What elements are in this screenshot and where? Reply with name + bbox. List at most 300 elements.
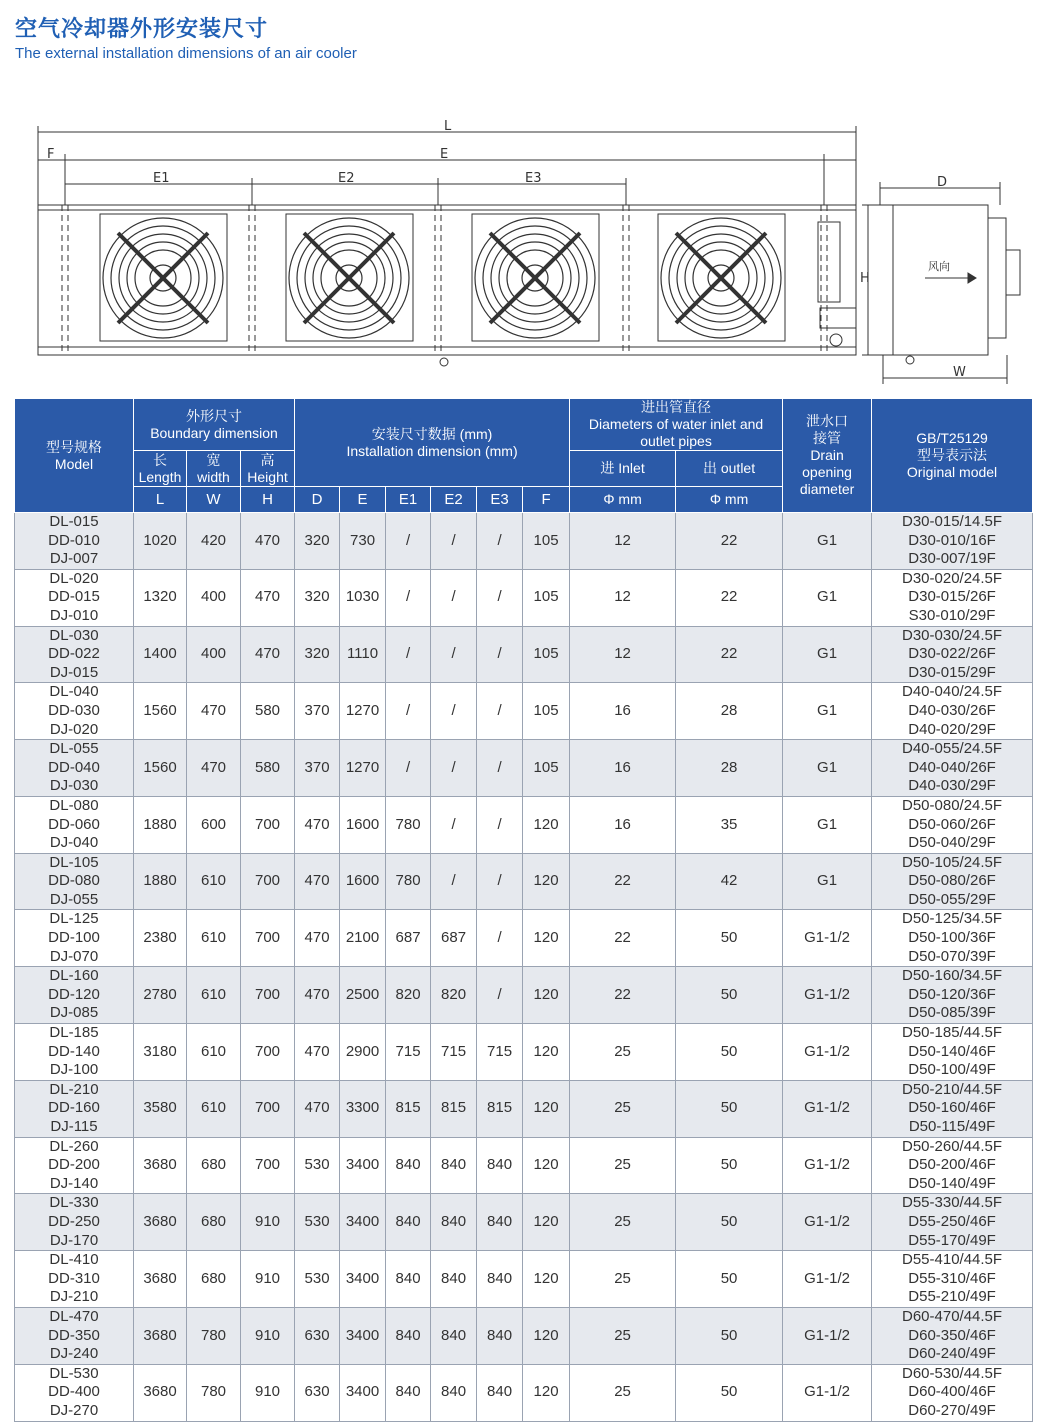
cell-e1: / bbox=[386, 513, 431, 570]
cell-e2: / bbox=[431, 796, 477, 853]
cell-inlet: 25 bbox=[570, 1137, 676, 1194]
model-dd: DD-022 bbox=[48, 645, 100, 663]
cell-drain: G1-1/2 bbox=[783, 1080, 872, 1137]
cell-model bbox=[15, 1080, 134, 1137]
original-model-3: D55-170/49F bbox=[908, 1231, 996, 1249]
cell-e2: 715 bbox=[431, 1024, 477, 1081]
cell-d: 530 bbox=[295, 1251, 340, 1308]
cell-e: 1270 bbox=[340, 683, 386, 740]
cell-e: 2100 bbox=[340, 910, 386, 967]
cell-w: 470 bbox=[187, 683, 241, 740]
cell-e2: 840 bbox=[431, 1251, 477, 1308]
original-model-2: D60-350/46F bbox=[908, 1326, 996, 1344]
model-dl: DL-030 bbox=[49, 626, 99, 644]
table-row bbox=[15, 1080, 1033, 1137]
table-row bbox=[15, 1307, 1033, 1364]
cell-outlet: 50 bbox=[676, 1251, 783, 1308]
cell-e: 2900 bbox=[340, 1024, 386, 1081]
cell-e1: 840 bbox=[386, 1251, 431, 1308]
cell-d: 370 bbox=[295, 683, 340, 740]
original-model-1: D55-330/44.5F bbox=[902, 1194, 1003, 1212]
cell-model bbox=[15, 1307, 134, 1364]
cell-f: 120 bbox=[523, 1194, 570, 1251]
original-model-3: D50-140/49F bbox=[908, 1174, 996, 1192]
dim-E2-label: E2 bbox=[338, 171, 355, 186]
original-model-1: D50-105/24.5F bbox=[902, 853, 1003, 871]
cell-original-model bbox=[872, 1024, 1033, 1081]
header-E3: E3 bbox=[477, 487, 523, 513]
cell-f: 120 bbox=[523, 910, 570, 967]
cell-f: 105 bbox=[523, 569, 570, 626]
original-model-1: D50-080/24.5F bbox=[902, 796, 1003, 814]
original-model-3: D40-020/29F bbox=[908, 720, 996, 738]
table-row bbox=[15, 1137, 1033, 1194]
model-dj: DJ-007 bbox=[49, 550, 99, 568]
original-model-3: D55-210/49F bbox=[908, 1288, 996, 1306]
cell-outlet: 42 bbox=[676, 853, 783, 910]
cell-drain: G1-1/2 bbox=[783, 1307, 872, 1364]
original-model-3: D50-085/39F bbox=[908, 1004, 996, 1022]
cell-outlet: 28 bbox=[676, 740, 783, 797]
original-model-1: D50-260/44.5F bbox=[902, 1137, 1003, 1155]
model-dd: DD-030 bbox=[48, 701, 100, 719]
cell-drain: G1 bbox=[783, 740, 872, 797]
table-row bbox=[15, 1364, 1033, 1421]
cell-model bbox=[15, 796, 134, 853]
cell-drain: G1-1/2 bbox=[783, 1024, 872, 1081]
cell-inlet: 16 bbox=[570, 740, 676, 797]
cell-model bbox=[15, 910, 134, 967]
cell-e1: 820 bbox=[386, 967, 431, 1024]
cell-h: 700 bbox=[241, 853, 295, 910]
cell-original-model bbox=[872, 683, 1033, 740]
original-model-1: D40-055/24.5F bbox=[902, 740, 1003, 758]
cell-e3: / bbox=[477, 910, 523, 967]
original-model-1: D30-030/24.5F bbox=[902, 626, 1003, 644]
cell-drain: G1-1/2 bbox=[783, 910, 872, 967]
cell-outlet: 28 bbox=[676, 683, 783, 740]
cell-d: 470 bbox=[295, 853, 340, 910]
cell-drain: G1 bbox=[783, 626, 872, 683]
cell-model bbox=[15, 740, 134, 797]
table-row bbox=[15, 740, 1033, 797]
cell-inlet: 12 bbox=[570, 626, 676, 683]
model-dd: DD-140 bbox=[48, 1042, 100, 1060]
model-dj: DJ-140 bbox=[49, 1174, 99, 1192]
original-model-2: D30-015/26F bbox=[908, 588, 996, 606]
cell-d: 470 bbox=[295, 1080, 340, 1137]
cell-original-model bbox=[872, 1080, 1033, 1137]
cell-e: 2500 bbox=[340, 967, 386, 1024]
cell-drain: G1-1/2 bbox=[783, 967, 872, 1024]
cell-e2: 687 bbox=[431, 910, 477, 967]
model-dd: DD-080 bbox=[48, 872, 100, 890]
cell-f: 120 bbox=[523, 1137, 570, 1194]
cell-w: 420 bbox=[187, 513, 241, 570]
header-boundary: 外形尺寸 Boundary dimension bbox=[134, 399, 295, 451]
original-model-3: D40-030/29F bbox=[908, 777, 996, 795]
cell-model bbox=[15, 1137, 134, 1194]
model-dd: DD-040 bbox=[48, 758, 100, 776]
cell-inlet: 12 bbox=[570, 569, 676, 626]
cell-outlet: 50 bbox=[676, 1307, 783, 1364]
model-dd: DD-200 bbox=[48, 1156, 100, 1174]
cell-d: 530 bbox=[295, 1194, 340, 1251]
cell-h: 700 bbox=[241, 1024, 295, 1081]
dim-H-label: H bbox=[860, 271, 870, 286]
cell-inlet: 25 bbox=[570, 1080, 676, 1137]
original-model-2: D50-160/46F bbox=[908, 1099, 996, 1117]
cell-outlet: 50 bbox=[676, 1194, 783, 1251]
cell-h: 700 bbox=[241, 796, 295, 853]
model-dj: DJ-240 bbox=[49, 1345, 99, 1363]
cell-w: 470 bbox=[187, 740, 241, 797]
model-dl: DL-530 bbox=[49, 1364, 99, 1382]
header-height: 高 Height bbox=[241, 451, 295, 487]
page-title-en: The external installation dimensions of an air cooler bbox=[15, 45, 357, 62]
header-H: H bbox=[241, 487, 295, 513]
cell-w: 610 bbox=[187, 853, 241, 910]
original-model-3: D60-240/49F bbox=[908, 1345, 996, 1363]
cell-original-model bbox=[872, 1194, 1033, 1251]
model-dj: DJ-020 bbox=[49, 720, 99, 738]
cell-outlet: 50 bbox=[676, 910, 783, 967]
cell-original-model bbox=[872, 967, 1033, 1024]
cell-original-model bbox=[872, 1307, 1033, 1364]
cell-d: 630 bbox=[295, 1307, 340, 1364]
cell-d: 370 bbox=[295, 740, 340, 797]
model-dd: DD-250 bbox=[48, 1212, 100, 1230]
cell-l: 1020 bbox=[134, 513, 187, 570]
original-model-3: D30-007/19F bbox=[908, 550, 996, 568]
cell-inlet: 25 bbox=[570, 1194, 676, 1251]
cell-e2: 840 bbox=[431, 1307, 477, 1364]
header-F: F bbox=[523, 487, 570, 513]
cell-f: 105 bbox=[523, 513, 570, 570]
model-dj: DJ-270 bbox=[49, 1401, 99, 1419]
original-model-1: D50-210/44.5F bbox=[902, 1080, 1003, 1098]
cell-drain: G1-1/2 bbox=[783, 1137, 872, 1194]
model-dl: DL-125 bbox=[49, 910, 99, 928]
header-W: W bbox=[187, 487, 241, 513]
cell-l: 1880 bbox=[134, 796, 187, 853]
cell-f: 120 bbox=[523, 1024, 570, 1081]
cell-model bbox=[15, 683, 134, 740]
original-model-2: D60-400/46F bbox=[908, 1383, 996, 1401]
model-dl: DL-020 bbox=[49, 569, 99, 587]
model-dl: DL-260 bbox=[49, 1137, 99, 1155]
cell-l: 1880 bbox=[134, 853, 187, 910]
cell-outlet: 50 bbox=[676, 1364, 783, 1421]
cell-e: 1600 bbox=[340, 796, 386, 853]
cell-model bbox=[15, 1251, 134, 1308]
cell-e3: 840 bbox=[477, 1194, 523, 1251]
header-outlet: 出 outlet bbox=[676, 451, 783, 487]
cell-h: 470 bbox=[241, 626, 295, 683]
cell-drain: G1 bbox=[783, 513, 872, 570]
model-dl: DL-015 bbox=[49, 513, 99, 530]
table-row bbox=[15, 796, 1033, 853]
model-dd: DD-310 bbox=[48, 1269, 100, 1287]
cell-f: 120 bbox=[523, 1364, 570, 1421]
cell-h: 910 bbox=[241, 1364, 295, 1421]
model-dj: DJ-055 bbox=[49, 890, 99, 908]
cell-e3: / bbox=[477, 626, 523, 683]
original-model-3: D50-055/29F bbox=[908, 890, 996, 908]
cell-w: 780 bbox=[187, 1364, 241, 1421]
original-model-2: D55-310/46F bbox=[908, 1269, 996, 1287]
cell-e3: / bbox=[477, 513, 523, 570]
cell-f: 120 bbox=[523, 967, 570, 1024]
model-dj: DJ-040 bbox=[49, 834, 99, 852]
original-model-1: D50-160/34.5F bbox=[902, 967, 1003, 985]
cell-d: 630 bbox=[295, 1364, 340, 1421]
original-model-1: D40-040/24.5F bbox=[902, 683, 1003, 701]
header-pipes: 进出管直径 Diameters of water inlet and outlet pipes bbox=[570, 399, 783, 451]
cell-drain: G1 bbox=[783, 853, 872, 910]
model-dl: DL-160 bbox=[49, 967, 99, 985]
cell-model bbox=[15, 967, 134, 1024]
cell-original-model bbox=[872, 1137, 1033, 1194]
cell-inlet: 16 bbox=[570, 796, 676, 853]
cell-e1: / bbox=[386, 569, 431, 626]
model-dl: DL-185 bbox=[49, 1024, 99, 1042]
header-inlet: 进 Inlet bbox=[570, 451, 676, 487]
model-dj: DJ-170 bbox=[49, 1231, 99, 1249]
table-row bbox=[15, 569, 1033, 626]
model-dd: DD-120 bbox=[48, 985, 100, 1003]
original-model-2: D30-010/16F bbox=[908, 531, 996, 549]
cell-e1: 840 bbox=[386, 1194, 431, 1251]
cell-e3: 840 bbox=[477, 1364, 523, 1421]
model-dj: DJ-015 bbox=[49, 663, 99, 681]
cell-e3: / bbox=[477, 853, 523, 910]
cell-e3: / bbox=[477, 967, 523, 1024]
table-row bbox=[15, 853, 1033, 910]
cell-e: 730 bbox=[340, 513, 386, 570]
model-dl: DL-105 bbox=[49, 853, 99, 871]
cell-d: 470 bbox=[295, 910, 340, 967]
model-dl: DL-080 bbox=[49, 796, 99, 814]
table-row bbox=[15, 1194, 1033, 1251]
cell-f: 120 bbox=[523, 853, 570, 910]
fan-2-icon bbox=[289, 218, 409, 338]
header-original-model: GB/T25129 型号表示法 Original model bbox=[872, 399, 1033, 513]
cell-e: 3400 bbox=[340, 1307, 386, 1364]
cell-e3: 840 bbox=[477, 1251, 523, 1308]
cell-e1: / bbox=[386, 626, 431, 683]
cell-f: 120 bbox=[523, 1251, 570, 1308]
cell-h: 700 bbox=[241, 910, 295, 967]
model-dj: DJ-070 bbox=[49, 947, 99, 965]
original-model-2: D50-140/46F bbox=[908, 1042, 996, 1060]
cell-drain: G1 bbox=[783, 569, 872, 626]
cell-outlet: 50 bbox=[676, 967, 783, 1024]
model-dl: DL-470 bbox=[49, 1307, 99, 1325]
cell-h: 910 bbox=[241, 1194, 295, 1251]
fan-1-icon bbox=[103, 218, 223, 338]
page-title-cn: 空气冷却器外形安装尺寸 bbox=[15, 17, 269, 42]
cell-original-model bbox=[872, 796, 1033, 853]
cell-f: 105 bbox=[523, 740, 570, 797]
cell-h: 700 bbox=[241, 967, 295, 1024]
cell-w: 400 bbox=[187, 626, 241, 683]
cell-h: 910 bbox=[241, 1307, 295, 1364]
cell-l: 3680 bbox=[134, 1364, 187, 1421]
dim-D-label: D bbox=[937, 175, 948, 190]
table-row bbox=[15, 513, 1033, 570]
cell-original-model bbox=[872, 626, 1033, 683]
cell-inlet: 25 bbox=[570, 1364, 676, 1421]
cell-e1: 840 bbox=[386, 1137, 431, 1194]
cell-drain: G1 bbox=[783, 683, 872, 740]
table-row bbox=[15, 683, 1033, 740]
model-dd: DD-060 bbox=[48, 815, 100, 833]
dim-F-label: F bbox=[47, 147, 55, 162]
model-dd: DD-015 bbox=[48, 588, 100, 606]
cell-f: 120 bbox=[523, 796, 570, 853]
header-length: 长 Length bbox=[134, 451, 187, 487]
cell-l: 3680 bbox=[134, 1194, 187, 1251]
original-model-1: D60-470/44.5F bbox=[902, 1307, 1003, 1325]
original-model-3: D60-270/49F bbox=[908, 1401, 996, 1419]
original-model-2: D40-040/26F bbox=[908, 758, 996, 776]
original-model-2: D50-080/26F bbox=[908, 872, 996, 890]
cell-e: 1030 bbox=[340, 569, 386, 626]
cell-e2: / bbox=[431, 513, 477, 570]
cell-d: 530 bbox=[295, 1137, 340, 1194]
header-D: D bbox=[295, 487, 340, 513]
original-model-2: D50-120/36F bbox=[908, 985, 996, 1003]
cell-outlet: 50 bbox=[676, 1137, 783, 1194]
cell-l: 2380 bbox=[134, 910, 187, 967]
cell-e2: 840 bbox=[431, 1137, 477, 1194]
cell-w: 400 bbox=[187, 569, 241, 626]
cell-drain: G1 bbox=[783, 796, 872, 853]
header-outlet-unit: Φ mm bbox=[676, 487, 783, 513]
cell-original-model bbox=[872, 853, 1033, 910]
cell-model bbox=[15, 853, 134, 910]
original-model-2: D50-200/46F bbox=[908, 1156, 996, 1174]
cell-model bbox=[15, 626, 134, 683]
wind-direction-label: 风向 bbox=[928, 260, 950, 273]
cell-w: 780 bbox=[187, 1307, 241, 1364]
cell-l: 1320 bbox=[134, 569, 187, 626]
dim-E-label: E bbox=[440, 147, 449, 162]
cell-w: 680 bbox=[187, 1194, 241, 1251]
cell-l: 1400 bbox=[134, 626, 187, 683]
cell-f: 105 bbox=[523, 683, 570, 740]
cell-h: 580 bbox=[241, 683, 295, 740]
dim-W-label: W bbox=[953, 365, 966, 380]
cell-e: 3400 bbox=[340, 1194, 386, 1251]
cell-e1: 780 bbox=[386, 796, 431, 853]
cell-e1: 780 bbox=[386, 853, 431, 910]
cell-d: 470 bbox=[295, 967, 340, 1024]
original-model-1: D30-020/24.5F bbox=[902, 569, 1003, 587]
cell-h: 470 bbox=[241, 569, 295, 626]
cell-e1: / bbox=[386, 740, 431, 797]
cell-e2: 820 bbox=[431, 967, 477, 1024]
cell-e2: / bbox=[431, 740, 477, 797]
table-row bbox=[15, 1251, 1033, 1308]
table-row bbox=[15, 1024, 1033, 1081]
model-dd: DD-010 bbox=[48, 531, 100, 549]
cell-e1: 715 bbox=[386, 1024, 431, 1081]
cell-f: 120 bbox=[523, 1307, 570, 1364]
cell-drain: G1-1/2 bbox=[783, 1364, 872, 1421]
cell-model bbox=[15, 1194, 134, 1251]
header-inlet-unit: Φ mm bbox=[570, 487, 676, 513]
cell-e3: / bbox=[477, 569, 523, 626]
dim-L-label: L bbox=[444, 119, 452, 134]
original-model-1: D30-015/14.5F bbox=[902, 513, 1003, 530]
cell-e3: / bbox=[477, 740, 523, 797]
cell-e1: 815 bbox=[386, 1080, 431, 1137]
cell-l: 1560 bbox=[134, 683, 187, 740]
cell-e3: / bbox=[477, 796, 523, 853]
header-L: L bbox=[134, 487, 187, 513]
cell-w: 680 bbox=[187, 1251, 241, 1308]
model-dj: DJ-010 bbox=[49, 606, 99, 624]
cell-inlet: 22 bbox=[570, 967, 676, 1024]
cell-e: 1110 bbox=[340, 626, 386, 683]
cell-original-model bbox=[872, 1251, 1033, 1308]
original-model-2: D55-250/46F bbox=[908, 1212, 996, 1230]
cell-e3: 840 bbox=[477, 1137, 523, 1194]
cell-e3: / bbox=[477, 683, 523, 740]
header-installation: 安装尺寸数据 (mm) Installation dimension (mm) bbox=[295, 399, 570, 487]
cell-e2: 840 bbox=[431, 1364, 477, 1421]
model-dl: DL-410 bbox=[49, 1251, 99, 1269]
cell-f: 120 bbox=[523, 1080, 570, 1137]
fan-4-icon bbox=[661, 218, 781, 338]
cell-e3: 715 bbox=[477, 1024, 523, 1081]
original-model-3: D50-115/49F bbox=[908, 1118, 996, 1135]
cell-w: 610 bbox=[187, 967, 241, 1024]
cell-h: 470 bbox=[241, 513, 295, 570]
model-dd: DD-100 bbox=[48, 929, 100, 947]
header-E2: E2 bbox=[431, 487, 477, 513]
model-dl: DL-040 bbox=[49, 683, 99, 701]
cell-e: 1270 bbox=[340, 740, 386, 797]
cell-model bbox=[15, 1024, 134, 1081]
dim-E1-label: E1 bbox=[153, 171, 170, 186]
cell-outlet: 22 bbox=[676, 569, 783, 626]
model-dj: DJ-100 bbox=[49, 1061, 99, 1079]
cell-e: 3300 bbox=[340, 1080, 386, 1137]
cell-e1: / bbox=[386, 683, 431, 740]
model-dj: DJ-030 bbox=[49, 777, 99, 795]
cell-drain: G1-1/2 bbox=[783, 1194, 872, 1251]
cell-w: 680 bbox=[187, 1137, 241, 1194]
cell-d: 320 bbox=[295, 569, 340, 626]
cell-outlet: 50 bbox=[676, 1080, 783, 1137]
model-dd: DD-160 bbox=[48, 1099, 100, 1117]
cell-d: 470 bbox=[295, 796, 340, 853]
cooler-dimension-drawing bbox=[0, 110, 1050, 390]
model-dd: DD-350 bbox=[48, 1326, 100, 1344]
cell-inlet: 25 bbox=[570, 1251, 676, 1308]
cell-h: 700 bbox=[241, 1080, 295, 1137]
cell-inlet: 16 bbox=[570, 683, 676, 740]
cell-outlet: 22 bbox=[676, 513, 783, 570]
cell-original-model bbox=[872, 910, 1033, 967]
original-model-3: D30-015/29F bbox=[908, 663, 996, 681]
model-dl: DL-330 bbox=[49, 1194, 99, 1212]
cell-d: 320 bbox=[295, 513, 340, 570]
original-model-2: D40-030/26F bbox=[908, 701, 996, 719]
